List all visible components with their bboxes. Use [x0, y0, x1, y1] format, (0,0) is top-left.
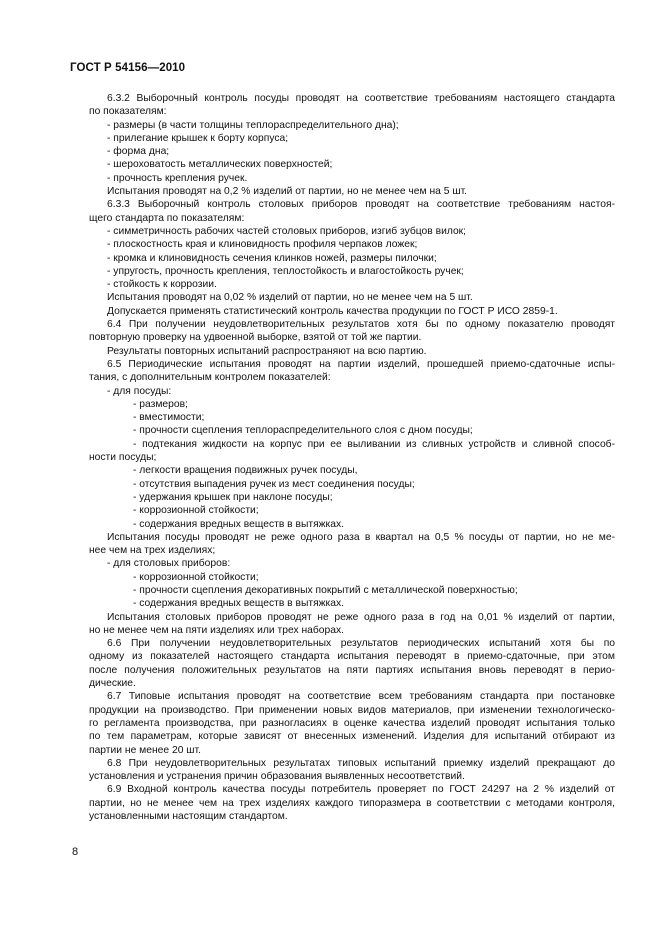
text-line: Испытания проводят на 0,02 % изделий от партии, но не менее чем на 5 шт. — [107, 292, 473, 304]
text-line: - удержания крышек при наклоне посуды; — [133, 491, 333, 503]
page-number: 8 — [72, 846, 79, 858]
text-line: по показателям: — [89, 106, 167, 118]
text-line: - коррозионной стойкости; — [133, 571, 259, 583]
text-line: партии не менее 20 шт. — [89, 744, 201, 756]
text-line: дические. — [89, 678, 136, 690]
text-line: - подтекания жидкости на корпус при ее выливании из сливных устройств и сливной способ- — [133, 438, 615, 450]
text-line: продукции на производство. При применении новых видов материалов, при изменении технологическо- — [89, 704, 615, 716]
text-line: - шероховатость металлических поверхностей; — [107, 159, 333, 171]
text-line: Результаты повторных испытаний распространяют на всю партию. — [107, 345, 427, 357]
text-line: тания, с дополнительным контролем показателей: — [89, 372, 331, 384]
text-line: нее чем на трех изделиях; — [89, 545, 216, 557]
text-line: - прочность крепления ручек. — [107, 172, 248, 184]
text-line: - симметричность рабочих частей столовых приборов, изгиб зубцов вилок; — [107, 225, 467, 237]
text-line: Допускается применять статистический контроль качества продукции по ГОСТ Р ИСО 2859-1. — [107, 305, 558, 317]
text-line: Испытания столовых приборов проводят не реже одного раза в год на 0,01 % изделий от партии, — [107, 611, 615, 623]
text-line: Испытания проводят на 0,2 % изделий от партии, но не менее чем на 5 шт. — [107, 186, 468, 198]
text-line: щего стандарта по показателям: — [89, 212, 245, 224]
text-line: - упругость, прочность крепления, теплостойкость и влагостойкость ручек; — [107, 265, 464, 277]
text-line: 6.6 При получении неудовлетворительных результатов периодических испытаний хотя бы по — [107, 638, 615, 650]
text-line: - содержания вредных веществ в вытяжках. — [133, 598, 345, 610]
text-line: 6.8 При неудовлетворительных результатах типовых испытаний приемку изделий прекращают до — [107, 757, 615, 769]
text-line: - размеров; — [133, 398, 188, 410]
text-line: - вместимости; — [133, 412, 205, 424]
text-line: - кромка и клиновидность сечения клинков ножей, размеры пилочки; — [107, 252, 437, 264]
text-line: - прочности сцепления декоративных покрытий с металлической поверхностью; — [133, 584, 518, 596]
text-line: Испытания посуды проводят не реже одного раза в квартал на 0,5 % посуды от партии, но не ме- — [107, 531, 615, 543]
text-line: установленными настоящим стандартом. — [89, 811, 288, 823]
text-line: партии, но не менее чем на трех изделиях каждого типоразмера в соответствии с методами контроля, — [89, 797, 615, 809]
text-line: - размеры (в части толщины теплораспределительного дна); — [107, 119, 399, 131]
text-line: - содержания вредных веществ в вытяжках. — [133, 518, 345, 530]
document-body — [89, 92, 615, 823]
text-line: - отсутствия выпадения ручек из мест соединения посуды; — [133, 478, 415, 490]
text-line: 6.5 Периодические испытания проводят на партии изделий, прошедшей приемо-сдаточные испы- — [107, 358, 615, 370]
text-line: - для столовых приборов: — [107, 558, 231, 570]
text-line: - стойкость к коррозии. — [107, 279, 217, 291]
text-line: установления и устранения причин образования выявленных несоответствий. — [89, 771, 465, 783]
text-line: го регламента производства, при разногласиях в оценке качества изделий проводят испытания только — [89, 717, 615, 729]
text-line: одному из показателей настоящего стандарта испытания переводят в приемо-сдаточные, при этом — [89, 651, 615, 663]
text-line: - коррозионной стойкости; — [133, 505, 259, 517]
text-line: - легкости вращения подвижных ручек посуды, — [133, 465, 358, 477]
text-line: ности посуды; — [89, 452, 157, 464]
text-line: - прилегание крышек к борту корпуса; — [107, 132, 289, 144]
text-line: - форма дна; — [107, 146, 170, 158]
text-line: - плоскостность края и клиновидность профиля черпаков ложек; — [107, 239, 418, 251]
text-line: 6.3.3 Выборочный контроль столовых приборов проводят на соответствие требованиям настоя- — [107, 199, 615, 211]
text-line: по тем параметрам, которые зависят от внесенных изменений. Изделия для испытаний отбирают из — [89, 731, 615, 743]
text-line: 6.3.2 Выборочный контроль посуды проводят на соответствие требованиям настоящего стандарта — [107, 93, 615, 104]
standard-header: ГОСТ Р 54156—2010 — [70, 62, 186, 74]
text-line: - прочности сцепления теплораспределительного слоя с дном посуды; — [133, 425, 473, 437]
text-line: после получения положительных результатов на пяти партиях испытания вновь переводят в перио- — [89, 664, 615, 676]
text-line: - для посуды: — [107, 385, 172, 397]
text-line: но не менее чем на пяти изделиях или трех наборах. — [89, 624, 344, 636]
text-line: 6.9 Входной контроль качества посуды потребитель проверяет по ГОСТ 24297 на 2 % изделий от — [107, 784, 615, 796]
text-line: повторную проверку на удвоенной выборке, взятой от той же партии. — [89, 332, 422, 344]
text-line: 6.7 Типовые испытания проводят на соответствие всем требованиям стандарта при постановке — [107, 691, 615, 703]
text-line: 6.4 При получении неудовлетворительных результатов хотя бы по одному показателю проводят — [107, 319, 615, 331]
